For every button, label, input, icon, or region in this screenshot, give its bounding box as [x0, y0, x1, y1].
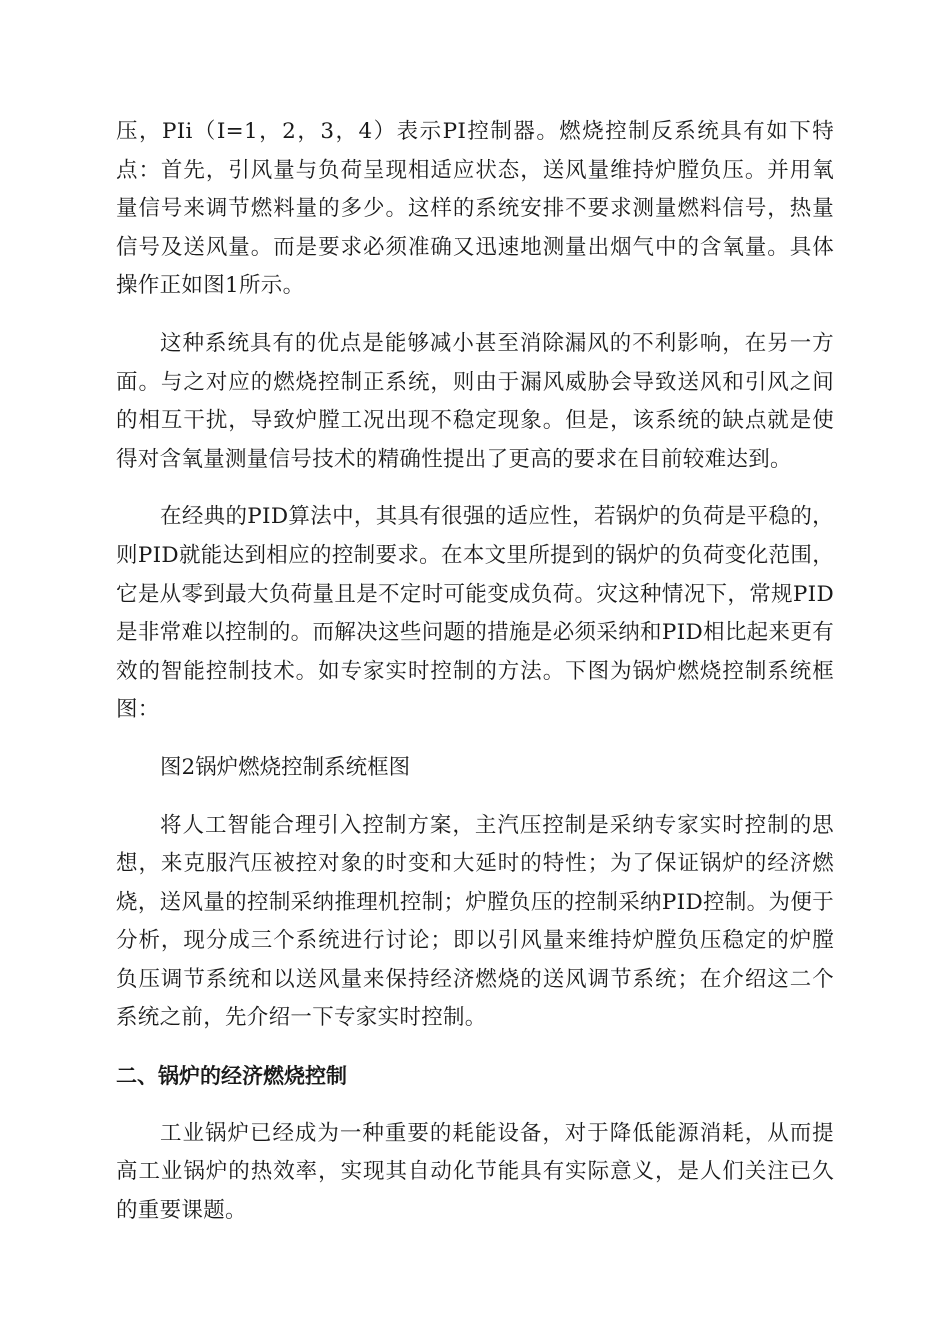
paragraph-advantages: 这种系统具有的优点是能够减小甚至消除漏风的不利影响，在另一方面。与之对应的燃烧控制正系统，则由于漏风威胁会导致送风和引风之间的相互干扰，导致炉膛工况出现不稳定现象。但是，该系统的缺点就是使得对含氧量测量信号技术的精确性提出了更高的要求在目前较难达到。	[116, 330, 834, 472]
figure-caption: 图2锅炉燃烧控制系统框图	[160, 754, 411, 780]
paragraph-industrial-boiler: 工业锅炉已经成为一种重要的耗能设备，对于降低能源消耗，从而提高工业锅炉的热效率，实现其自动化节能具有实际意义，是人们关注已久的重要课题。	[116, 1120, 834, 1223]
paragraph-pi-controller: 压，PIi（I=1，2，3，4）表示PI控制器。燃烧控制反系统具有如下特点：首先，引风量与负荷呈现相适应状态，送风量维持炉膛负压。并用氧量信号来调节燃料量的多少。这样的系统安排不要求测量燃料信号，热量信号及送风量。而是要求必须准确又迅速地测量出烟气中的含氧量。具体操作正如图1所示。	[116, 119, 834, 299]
document-page	[116, 113, 834, 1230]
paragraph-pid-algorithm: 在经典的PID算法中，其具有很强的适应性，若锅炉的负荷是平稳的，则PID就能达到相应的控制要求。在本文里所提到的锅炉的负荷变化范围，它是从零到最大负荷量且是不定时可能变成负荷。灾这种情况下，常规PID是非常难以控制的。而解决这些问题的措施是必须采纳和PID相比起来更有效的智能控制技术。如专家实时控制的方法。下图为锅炉燃烧控制系统框图：	[116, 504, 834, 723]
section-heading: 二、锅炉的经济燃烧控制	[116, 1064, 347, 1089]
paragraph-ai-control: 将人工智能合理引入控制方案，主汽压控制是采纳专家实时控制的思想，来克服汽压被控对象的时变和大延时的特性；为了保证锅炉的经济燃烧，送风量的控制采纳推理机控制；炉膛负压的控制采纳PID控制。为便于分析，现分成三个系统进行讨论；即以引风量来维持炉膛负压稳定的炉膛负压调节系统和以送风量来保持经济燃烧的送风调节系统；在介绍这二个系统之前，先介绍一下专家实时控制。	[116, 812, 834, 1031]
